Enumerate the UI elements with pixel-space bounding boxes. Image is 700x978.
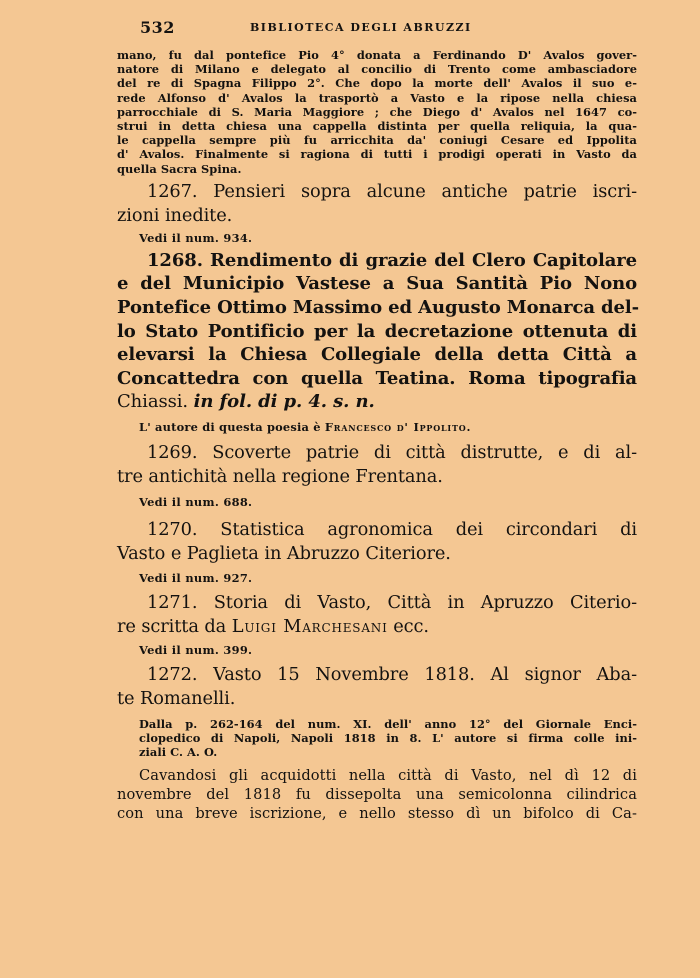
intro-paragraph (117, 48, 637, 176)
entry-title-line: 1271. Storia di Vasto, Città in Apruzzo Citerio- (147, 591, 637, 613)
text-line: del re di Spagna Filippo 2°. Che dopo la morte dell' Avalos il suo e- (117, 76, 637, 91)
entry-title-line: Concattedra con quella Teatina. Roma tipografia (117, 367, 637, 389)
text-line: strui in detta chiesa una cappella distinta per quella reliquia, la qua- (117, 119, 637, 134)
text-line: novembre del 1818 fu dissepolta una semicolonna cilindrica (117, 786, 637, 803)
text-line: rede Alfonso d' Avalos la trasportò a Vasto e la ripose nella chiesa (117, 90, 637, 105)
entry-title-line: te Romanelli. (117, 687, 236, 709)
publisher-text: Chiassi. (117, 391, 189, 413)
text-line: parrocchiale di S. Maria Maggiore ; che Diego d' Avalos nel 1647 co- (117, 104, 637, 119)
entry-1268 (117, 249, 637, 414)
text-line: le cappella sempre più fu arricchita da' coniugi Cesare ed Ippolita (117, 133, 637, 148)
page-header (140, 18, 600, 44)
cross-reference: Vedi il num. 399. (139, 642, 253, 657)
entry-title-line: Vasto e Paglieta in Abruzzo Citeriore. (117, 542, 451, 564)
entry-title-line: 1272. Vasto 15 Novembre 1818. Al signor Aba- (147, 663, 637, 685)
text-line: quella Sacra Spina. (117, 161, 242, 176)
cross-reference: Vedi il num. 927. (139, 570, 253, 585)
entry-title-line: Pontefice Ottimo Massimo ed Augusto Monarca del- (117, 297, 639, 319)
author-name: Luigi Marchesani (231, 615, 388, 637)
entry-title-line: zioni inedite. (117, 204, 233, 226)
entry-title-line (117, 390, 637, 414)
entry-title-line: 1268. Rendimento di grazie del Clero Capitolare (147, 249, 637, 271)
text-line: ziali C. A. O. (139, 745, 218, 760)
entry-title-line: lo Stato Pontificio per la decretazione ottenuta di (117, 320, 637, 342)
entry-title-line: 1269. Scoverte patrie di città distrutte, e di al- (147, 441, 637, 463)
entry-title-line (117, 615, 637, 639)
author-note (117, 420, 637, 434)
text-line: clopedico di Napoli, Napoli 1818 in 8. L' autore si firma colle ini- (139, 731, 637, 746)
entry-1272 (117, 663, 637, 711)
text-line: d' Avalos. Finalmente si ragiona di tutti i prodigi operati in Vasto da (117, 147, 637, 162)
author-name: Francesco d' Ippolito. (324, 419, 472, 434)
entry-title-line: elevarsi la Chiesa Collegiale della detta Città a (117, 344, 637, 366)
text-line: con una breve iscrizione, e nello stesso dì un bifolco di Ca- (117, 805, 637, 823)
cross-reference: Vedi il num. 688. (139, 494, 253, 509)
entry-title-line: e del Municipio Vastese a Sua Santità Pio Nono (117, 273, 637, 295)
entry-text: ecc. (393, 615, 429, 637)
entry-1271 (117, 591, 637, 639)
cross-reference: Vedi il num. 934. (139, 230, 253, 245)
body-paragraph (117, 766, 637, 824)
page-body (117, 48, 637, 824)
text-line: natore di Milano e delegato al concilio di Trento come ambasciadore (117, 62, 637, 77)
running-title: BIBLIOTECA DEGLI ABRUZZI (250, 21, 472, 34)
entry-title-line: 1267. Pensieri sopra alcune antiche patrie iscri- (147, 180, 637, 202)
entry-1270 (117, 518, 637, 566)
page-number: 532 (140, 18, 175, 37)
format-text: in fol. di p. 4. s. n. (193, 391, 375, 413)
note-text: L' autore di questa poesia è (139, 419, 321, 434)
entry-title-line: 1270. Statistica agronomica dei circondari di (147, 518, 637, 540)
entry-1269 (117, 441, 637, 489)
text-line: mano, fu dal pontefice Pio 4° donata a Ferdinando D' Avalos gover- (117, 48, 637, 62)
text-line: Cavandosi gli acquidotti nella città di Vasto, nel dì 12 di (139, 766, 637, 784)
entry-text: re scritta da (117, 615, 227, 637)
source-note (117, 717, 637, 760)
text-line: Dalla p. 262-164 del num. XI. dell' anno 12° del Giornale Enci- (139, 716, 637, 731)
entry-title-line: tre antichità nella regione Frentana. (117, 465, 443, 487)
entry-1267 (117, 180, 637, 228)
